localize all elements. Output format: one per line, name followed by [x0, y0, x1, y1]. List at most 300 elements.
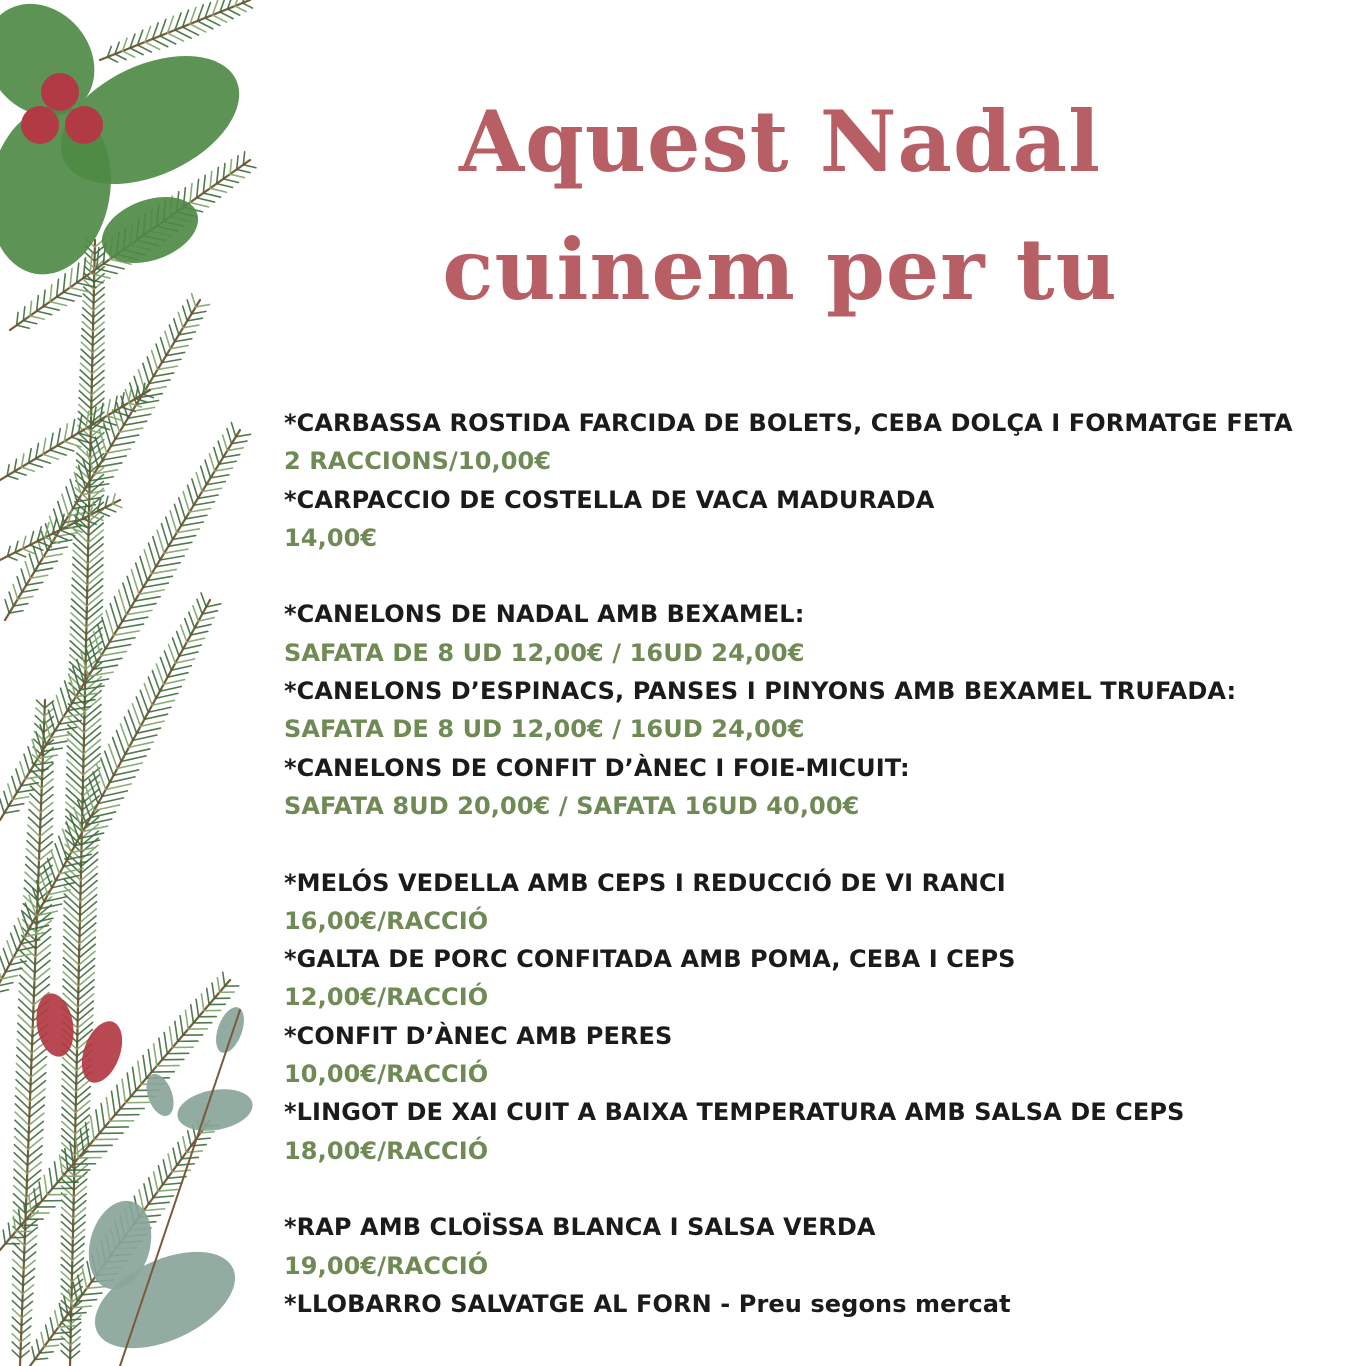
pine-needle [70, 641, 86, 655]
pine-needle [122, 1079, 125, 1103]
pine-needle [123, 583, 131, 608]
pine-needle [52, 703, 59, 724]
pine-needle [152, 569, 177, 573]
pine-needle [78, 973, 94, 986]
pine-needle [7, 941, 13, 958]
pine-needle [175, 30, 191, 38]
pine-needle [77, 263, 79, 283]
pine-needle [72, 578, 87, 592]
pine-needle [16, 769, 21, 786]
pine-needle [19, 991, 33, 1005]
pine-needle [73, 564, 88, 578]
pine-needle [181, 625, 187, 642]
pine-needle [91, 1116, 94, 1139]
pine-needle [223, 972, 225, 986]
pine-needle [64, 922, 80, 936]
pine-needle [17, 1047, 31, 1061]
title-line-1: Aquest Nadal [458, 92, 1102, 191]
pine-needle [201, 593, 206, 607]
pine-needle [65, 880, 81, 895]
pine-needle [44, 1175, 47, 1194]
pine-needle [86, 614, 102, 627]
pine-needle [108, 57, 118, 62]
pine-needle [49, 1339, 64, 1340]
group-spacer [284, 557, 1344, 595]
pine-needle [110, 604, 118, 629]
pine-needle [88, 530, 103, 543]
pine-needle [223, 179, 238, 183]
pine-needle [42, 779, 53, 788]
pine-needle [86, 635, 102, 649]
pine-needle [143, 583, 168, 587]
pine-needle [83, 768, 100, 782]
pine-needle [25, 562, 30, 579]
pine-needle [158, 1189, 178, 1191]
pine-needle [7, 476, 18, 479]
pine-needle [152, 350, 158, 369]
dish-price: 12,00€/RACCIÓ [284, 983, 489, 1012]
pine-needle [21, 569, 26, 585]
pine-needle [117, 1085, 120, 1109]
pine-needle [210, 171, 212, 188]
pine-needle [62, 1079, 76, 1092]
pine-needle [197, 179, 199, 197]
pine-needle [12, 1342, 20, 1350]
pine-needle [170, 511, 177, 533]
pine-needle [164, 651, 171, 670]
pine-needle [23, 1277, 34, 1286]
pine-needle [87, 607, 103, 620]
pine-needle [5, 600, 9, 613]
pine-needle [39, 1182, 42, 1201]
eucalyptus-leaf [211, 1003, 250, 1056]
pine-needle [165, 331, 170, 348]
pine-needle [13, 584, 18, 599]
pine-needle [177, 529, 200, 533]
pine-needle [168, 542, 191, 546]
pine-needle [62, 1086, 76, 1099]
pine-needle [235, 6, 246, 12]
pine-needle [32, 1347, 35, 1360]
pine-needle [41, 787, 53, 796]
pine-needle [11, 933, 17, 951]
pine-needle [0, 964, 2, 979]
pine-needle [20, 975, 34, 989]
pine-needle [17, 325, 30, 328]
pine-needle [209, 454, 214, 471]
dish-price: SAFATA DE 8 UD 12,00€ / 16UD 24,00€ [284, 638, 805, 667]
pine-needle [49, 1169, 52, 1189]
pine-needle [78, 1001, 94, 1014]
pine-needle [57, 446, 74, 451]
pine-needle [84, 726, 101, 740]
pine-needle [64, 901, 80, 916]
pine-needle [64, 929, 80, 943]
pine-needle [158, 1166, 162, 1185]
pine-needle [77, 1300, 96, 1302]
dish-price: 16,00€/RACCIÓ [284, 906, 489, 935]
pine-needle [192, 294, 196, 307]
pine-needle [173, 536, 196, 540]
dish-price: 10,00€/RACCIÓ [284, 1060, 489, 1089]
dish-price: SAFATA DE 8 UD 12,00€ / 16UD 24,00€ [284, 715, 805, 744]
pine-needle [149, 543, 156, 567]
pine-needle [131, 604, 157, 608]
pine-needle [131, 570, 139, 595]
pine-needle [168, 33, 184, 41]
pine-needle [178, 312, 183, 327]
pine-needle [76, 1079, 91, 1091]
pine-needle [106, 1097, 109, 1121]
pine-needle [80, 881, 97, 895]
pine-needle [190, 184, 192, 203]
pine-needle [80, 902, 96, 916]
pine-needle [80, 895, 97, 909]
pine-needle [24, 1260, 36, 1269]
pine-needle [22, 1310, 32, 1318]
pine-needle [237, 169, 250, 172]
pine-needle [22, 1301, 32, 1309]
pine-needle [44, 1345, 58, 1346]
menu-list [284, 404, 1344, 1323]
pine-needle [29, 463, 43, 467]
pine-needle [17, 1039, 31, 1053]
pine-needle [41, 1332, 44, 1346]
pine-needle [218, 441, 223, 457]
pine-needle [30, 316, 44, 319]
pine-needle [185, 1010, 188, 1029]
pine-needle [88, 537, 103, 550]
pine-needle [227, 429, 232, 444]
pine-needle [183, 27, 199, 35]
pine-needle [61, 1343, 70, 1351]
pine-needle [37, 1340, 40, 1353]
pine-needle [43, 306, 59, 310]
pine-needle [61, 1336, 70, 1345]
pine-needle [55, 1162, 58, 1183]
pine-needle [0, 990, 8, 993]
pine-needle [79, 944, 95, 958]
pine-needle [8, 556, 17, 560]
pine-needle [35, 716, 44, 724]
dish-name: *CANELONS D’ESPINACS, PANSES I PINYONS AMB BEXAMEL TRUFADA: [284, 677, 1237, 706]
pine-needle [87, 572, 102, 585]
pine-needle [144, 1184, 149, 1204]
pine-needle [57, 279, 59, 297]
pine-needle [23, 549, 35, 554]
pine-needle [72, 571, 87, 585]
pine-needle [149, 1178, 153, 1198]
pine-needle [135, 597, 160, 601]
pine-needle [79, 937, 95, 951]
title-line-2: cuinem per tu [442, 220, 1118, 319]
pine-needle [64, 908, 80, 923]
pine-needle [21, 467, 34, 471]
pine-needle [13, 1284, 23, 1294]
pine-needle [64, 915, 80, 929]
pine-needle [181, 522, 203, 526]
pine-needle [50, 450, 66, 455]
pine-needle [87, 600, 103, 613]
pine-needle [12, 1325, 21, 1333]
pine-needle [77, 1022, 92, 1035]
pine-needle [19, 999, 33, 1013]
pine-needle [41, 795, 53, 805]
pine-needle [63, 986, 78, 1000]
pine-needle [143, 1055, 146, 1078]
pine-needle [74, 536, 88, 549]
pine-needle [82, 1268, 86, 1288]
pine-needle [123, 51, 135, 57]
pine-needle [70, 1344, 80, 1352]
pine-needle [62, 1100, 76, 1113]
pine-needle [172, 1170, 190, 1172]
pine-needle [12, 1350, 20, 1358]
pine-needle [61, 688, 68, 710]
pine-needle [18, 1031, 33, 1045]
pine-needle [59, 1304, 63, 1321]
pine-needle [62, 494, 69, 515]
holly-berry [65, 106, 103, 144]
pine-needle [17, 577, 22, 592]
pine-needle [231, 423, 235, 437]
pine-needle [66, 781, 82, 796]
pine-needle [12, 1309, 21, 1318]
pine-needle [115, 435, 138, 439]
pine-needle [86, 1123, 89, 1146]
pine-needle [25, 903, 32, 923]
pine-needle [87, 579, 103, 592]
pine-needle [185, 515, 207, 519]
pine-needle [76, 1101, 90, 1113]
pine-needle [18, 1023, 33, 1037]
pine-needle [197, 599, 202, 614]
pine-needle [66, 788, 82, 803]
dish-name: *CARPACCIO DE COSTELLA DE VACA MADURADA [284, 485, 935, 514]
pine-needle [63, 958, 78, 972]
pine-needle [84, 712, 101, 726]
pine-needle [75, 1115, 89, 1127]
dish-name: *LLOBARRO SALVATGE AL FORN [284, 1289, 712, 1318]
pine-needle [80, 923, 96, 937]
pine-needle [166, 517, 173, 539]
pine-needle [23, 1268, 34, 1277]
pine-needle [196, 473, 202, 492]
pine-needle [210, 188, 227, 192]
pine-needle [192, 479, 198, 499]
pine-needle [183, 1137, 186, 1153]
pine-needle [163, 1183, 182, 1185]
pine-needle [163, 1160, 167, 1178]
pine-needle [130, 48, 143, 55]
pine-needle [14, 926, 21, 944]
pine-needle [72, 599, 87, 613]
dish-name: *CANELONS DE NADAL AMB BEXAMEL: [284, 600, 805, 629]
pine-needle [107, 449, 131, 453]
pine-needle [157, 530, 164, 553]
pine-needle [58, 1326, 75, 1327]
pine-needle [75, 1108, 89, 1120]
pine-needle [228, 9, 240, 15]
pine-needle [43, 290, 45, 306]
pine-needle [97, 658, 122, 662]
pine-needle [205, 460, 210, 478]
pine-needle [71, 613, 86, 627]
pine-needle [180, 1016, 183, 1035]
pine-needle [40, 873, 48, 895]
pine-needle [147, 357, 153, 377]
pine-needle [88, 565, 103, 578]
pine-needle [223, 435, 228, 451]
group-spacer [284, 1170, 1344, 1208]
pine-needle [36, 459, 51, 464]
pine-needle [78, 1275, 82, 1294]
pine-needle [153, 537, 160, 560]
dish-price: 19,00€/RACCIÓ [284, 1251, 489, 1280]
pine-needle [13, 1268, 24, 1278]
pine-needle [213, 15, 227, 22]
pine-needle [168, 1154, 172, 1172]
pine-needle [70, 269, 72, 288]
pine-needle [119, 428, 142, 432]
pine-needle [78, 1008, 93, 1021]
pine-needle [153, 39, 168, 47]
pine-needle [4, 791, 9, 806]
pine-needle [144, 684, 152, 706]
pine-needle [67, 739, 83, 754]
pine-needle [126, 610, 152, 614]
pine-needle [88, 558, 103, 571]
pine-needle [154, 1044, 157, 1066]
pine-needle [79, 958, 95, 971]
pine-branch-stem [0, 390, 150, 480]
pine-needle [63, 965, 78, 979]
pine-needle [76, 1086, 90, 1098]
pine-needle [160, 338, 166, 356]
pine-needle [50, 1318, 53, 1334]
pine-needle [23, 321, 36, 324]
pine-needle [37, 311, 52, 315]
pine-needle [196, 1138, 210, 1139]
pine-needle [70, 1351, 79, 1359]
pine-needle [8, 784, 13, 800]
pine-needle [68, 711, 84, 726]
pine-needle [71, 627, 86, 641]
pine-needle [79, 930, 95, 944]
pine-needle [63, 951, 78, 965]
pine-needle [64, 894, 80, 909]
pine-needle [43, 454, 58, 459]
pine-needle [145, 42, 160, 49]
pine-needle [62, 1114, 75, 1126]
pine-needle [0, 983, 13, 986]
pine-needle [179, 498, 185, 519]
pine-needle [18, 1007, 33, 1021]
pine-needle [12, 1317, 21, 1326]
pine-needle [9, 592, 13, 606]
pine-needle [50, 285, 52, 302]
pine-needle [62, 1129, 75, 1141]
pine-needle [50, 302, 67, 306]
pine-needle [90, 477, 113, 481]
pine-needle [18, 1015, 33, 1029]
pine-needle [220, 12, 233, 19]
pine-needle [217, 167, 219, 183]
pine-needle [70, 480, 77, 502]
pine-needle [173, 638, 180, 656]
pine-needle [88, 544, 103, 557]
pine-needle [143, 363, 149, 383]
pine-needle [12, 1292, 22, 1301]
pine-needle [67, 746, 83, 761]
pine-needle [98, 463, 122, 467]
pine-needle [185, 619, 191, 635]
pine-needle [73, 543, 88, 556]
pine-needle [20, 762, 25, 779]
pine-needle [8, 1223, 10, 1238]
pine-needle [109, 638, 135, 642]
pine-needle [80, 916, 96, 930]
pine-needle [62, 1057, 76, 1070]
pine-needle [62, 1122, 75, 1134]
pine-needle [67, 774, 83, 789]
pine-needle [138, 45, 152, 52]
pine-needle [128, 414, 151, 418]
pine-needle [153, 1196, 173, 1198]
pine-needle [79, 966, 95, 979]
pine-needle [174, 319, 179, 335]
pine-needle [161, 524, 168, 547]
pine-needle [31, 786, 42, 796]
pine-needle [62, 1064, 76, 1077]
pine-needle [84, 733, 101, 747]
pine-needle [36, 708, 44, 716]
pine-needle [21, 1343, 30, 1350]
market-price-note: - Preu segons mercat [711, 1289, 1011, 1318]
pine-needle [13, 1216, 15, 1231]
dish-price: 18,00€/RACCIÓ [284, 1136, 489, 1165]
pine-needle [190, 24, 206, 32]
pine-needle [214, 447, 219, 464]
pine-needle [148, 1202, 169, 1204]
pine-needle [64, 887, 80, 902]
pine-needle [12, 1334, 21, 1342]
pine-needle [169, 325, 174, 342]
pine-needle [82, 1293, 102, 1295]
pine-needle [112, 1091, 115, 1115]
pine-needle [17, 1055, 31, 1069]
pine-needle [14, 471, 26, 475]
pine-needle [102, 617, 110, 642]
pine-needle [85, 253, 94, 262]
pine-needle [203, 175, 205, 193]
pine-needle [67, 767, 83, 782]
pine-needle [147, 576, 172, 580]
pine-needle [95, 253, 105, 261]
dish-name: *LINGOT DE XAI CUIT A BAIXA TEMPERATURA AMB SALSA DE CEPS [284, 1098, 1185, 1127]
pine-needle [84, 719, 101, 733]
pine-needle [78, 1015, 93, 1028]
pine-needle [57, 297, 74, 301]
pine-needle [16, 1080, 30, 1094]
pine-needle [111, 442, 135, 446]
pine-needle [193, 606, 199, 621]
pine-needle [217, 184, 233, 188]
pine-needle [62, 1072, 76, 1085]
pine-needle [152, 671, 159, 692]
pine-needle [64, 936, 80, 950]
pine-needle [196, 999, 199, 1017]
